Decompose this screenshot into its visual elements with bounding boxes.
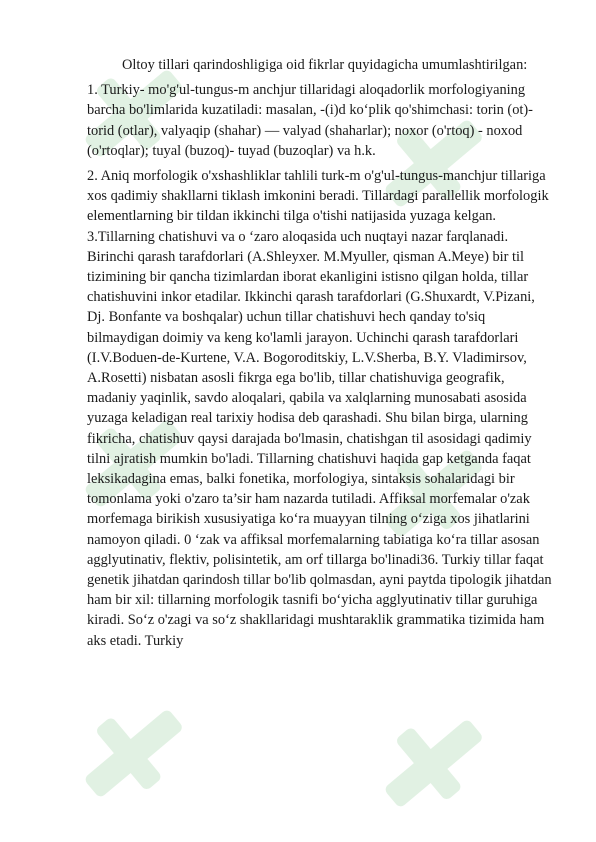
paragraph-1: 1. Turkiy- mo'g'ul-tungus-m anchjur tillaridagi aloqadorlik morfologiyaning barcha bo'limlarida kuzatiladi: masalan, -(i)d ko‘plik qo'shimchasi: torin (ot)- torid (otlar), valyaqip (shahar) — valyad (shaharlar); noxor (o'rtoq) - noxod (o'rtoqlar); tuyal (buzoq)- tuyad (buzoqlar) va h.k. — [87, 82, 533, 159]
watermark-logo-icon — [360, 690, 510, 840]
paragraph-2: 2. Aniq morfologik o'xshashliklar tahlili turk-m o'g'ul-tungus-manchjur tillariga xos qadimiy shakllarni tiklash imkonini beradi. Tillardagi parallellik morfologik elementlarning bir tildan ikkinchi tilga o'tishi natijasida yuzaga kelgan. 3.Tillarning chatishuvi va o ‘zaro aloqasida uch nuqtayi nazar farqlanadi. Birinchi qarash tarafdorlari (A.Shleyxer. M.Myuller, qisman A.Meye) bir til tizimining bir qancha tizimlardan iborat ekanligini istisno qilgan holda, tillar chatishuvini inkor etadilar. Ikkinchi qarash tarafdorlari (G.Shuxardt, V.Pizani, Dj. Bonfante va boshqalar) uchun tillar chatishuvi hech qanday to'siq bilmaydigan doimiy va keng ko'lamli jarayon. Uchinchi qarash tarafdorlari (I.V.Boduen-de-Kurtene, V.A. Bogoroditskiy, L.V.Sherba, B.Y. Vladimirsov, A.Rosetti) nisbatan asosli fikrga ega bo'lib, tillar chatishuviga geografik, madaniy yaqinlik, savdo aloqalari, qabila va xalqlarning munosabati asosida yuzaga keladigan real tarixiy hodisa deb qarashadi. Shu bilan birga, ularning fikricha, chatishuv qaysi darajada bo'lmasin, chatishgan til asosidagi qadimiy tilni ajratish mumkin bo'ladi. Tillarning chatishuvi haqida gap ketganda faqat leksikadagina emas, balki fonetika, morfologiya, sintaksis sohalaridagi bir tomonlama yoki o'zaro ta’sir ham nazarda tutiladi. Affiksal morfemalar o'zak morfemaga birikish xususiyatiga ko‘ra muayyan tilning o‘ziga xos jihatlarini namoyon qiladi. 0 ‘zak va affiksal morfemalarning tabiatiga ko‘ra tillar asosan agglyutinativ, flektiv, polisintetik, am orf tillarga bo'linadi36. Turkiy tillar faqat genetik jihatdan qarindosh tillar bo'lib qolmasdan, ayni paytda tipologik jihatdan ham bir xil: tillarning morfologik tasnifi bo‘yicha agglyutinativ tillar guruhiga kiradi. So‘z o'zagi va so‘z shakllaridagi mushtaraklik grammatika tizimida ham aks etadi. Turkiy — [87, 168, 552, 649]
document-body — [87, 55, 553, 656]
watermark-logo-icon — [60, 680, 210, 830]
intro-paragraph: Oltoy tillari qarindoshligiga oid fikrlar quyidagicha umumlashtirilgan: — [122, 57, 528, 73]
